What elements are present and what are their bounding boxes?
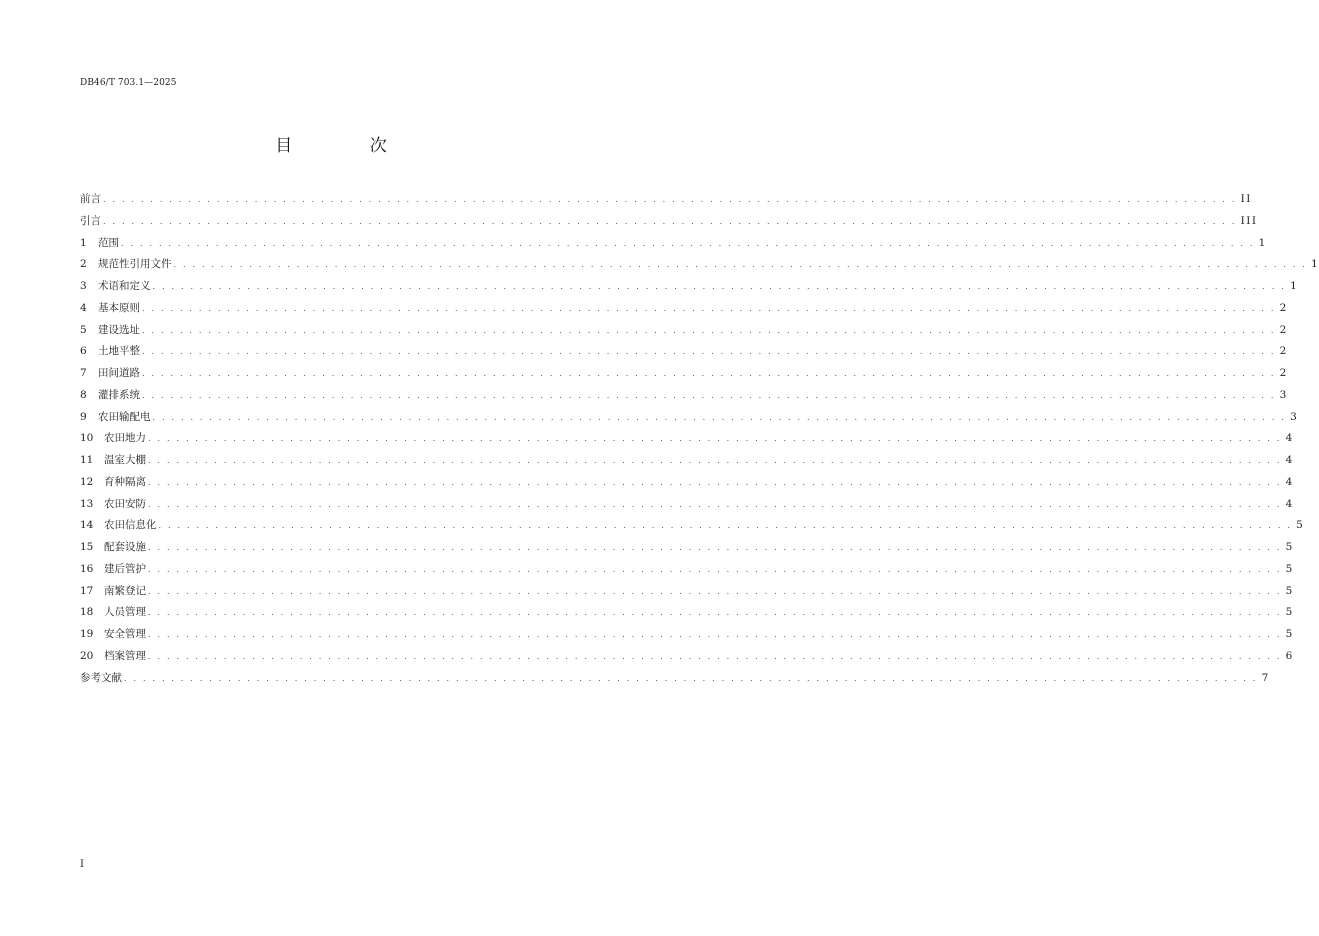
toc-entry[interactable]: [80, 365, 1288, 387]
toc-entry-label: 建后管护: [104, 562, 146, 575]
toc-entry-number: 2: [80, 258, 87, 271]
toc-entry-number: 12: [80, 475, 94, 488]
toc-entry-number: 5: [80, 323, 87, 336]
toc-dot-leader: . . . . . . . . . . . . . . . . . . . . . . . . . . . . . . . . . . . . . . . . . . . . . . . . . . . . . . . . . . . . . . . . . . . . . . . . . . . . . . . . . . . . . . . . . . . . . . . . . . . . . . . . . . . . . . . . . . . . . . . .: [142, 325, 1276, 335]
toc-dot-leader: . . . . . . . . . . . . . . . . . . . . . . . . . . . . . . . . . . . . . . . . . . . . . . . . . . . . . . . . . . . . . . . . . . . . . . . . . . . . . . . . . . . . . . . . . . . . . . . . . . . . . . . . . . . . . . . . . . . . . . . .: [148, 651, 1282, 661]
toc-entry-page: 5: [1285, 562, 1294, 575]
toc-entry-page: 3: [1290, 410, 1299, 423]
toc-entry[interactable]: [80, 604, 1294, 626]
toc-entry[interactable]: [80, 300, 1288, 322]
toc-dot-leader: . . . . . . . . . . . . . . . . . . . . . . . . . . . . . . . . . . . . . . . . . . . . . . . . . . . . . . . . . . . . . . . . . . . . . . . . . . . . . . . . . . . . . . . . . . . . . . . . . . . . . . . . . . . . . . . . . . . . . . . .: [142, 369, 1276, 378]
toc-entry-label: 温室大棚: [104, 454, 146, 466]
toc-dot-leader: . . . . . . . . . . . . . . . . . . . . . . . . . . . . . . . . . . . . . . . . . . . . . . . . . . . . . . . . . . . . . . . . . . . . . . . . . . . . . . . . . . . . . . . . . . . . . . . . . . . . . . . . . . . . . . . . . . . . . . . .: [148, 434, 1282, 444]
toc-entry-page: 2: [1279, 323, 1288, 336]
toc-entry-label: 规范性引用文件: [98, 258, 172, 271]
toc-entry[interactable]: [80, 539, 1294, 561]
toc-entry-label: 配套设施: [104, 541, 146, 553]
toc-entry-number: 7: [80, 367, 87, 379]
toc-entry-page: 2: [1279, 367, 1288, 379]
toc-entry-page: 4: [1285, 475, 1294, 488]
toc-entry-label: 人员管理: [104, 606, 146, 619]
toc-entry[interactable]: [80, 213, 1258, 235]
toc-entry[interactable]: [80, 256, 1319, 278]
page-title: 目 次: [275, 136, 423, 156]
toc-entry-label: 农田信息化: [104, 519, 157, 532]
toc-entry-page: 4: [1285, 497, 1294, 510]
toc-entry-page: 4: [1285, 454, 1294, 466]
toc-entry-number: 3: [80, 280, 87, 292]
toc-entry-number: 20: [80, 649, 94, 662]
toc-entry[interactable]: [80, 430, 1294, 452]
toc-entry[interactable]: [80, 343, 1288, 365]
toc-entry-page: 5: [1285, 628, 1294, 640]
toc-dot-leader: . . . . . . . . . . . . . . . . . . . . . . . . . . . . . . . . . . . . . . . . . . . . . . . . . . . . . . . . . . . . . . . . . . . . . . . . . . . . . . . . . . . . . . . . . . . . . . . . . . . . . . . . . . . . . . . . . . . . . . . .: [103, 216, 1237, 226]
toc-entry-label: 引言: [80, 214, 101, 227]
toc-entry-page: 3: [1279, 388, 1288, 401]
toc-entry-page: 1: [1258, 236, 1267, 249]
toc-entry-page: III: [1240, 214, 1258, 227]
toc-entry[interactable]: [80, 626, 1294, 648]
toc-entry[interactable]: [80, 583, 1294, 605]
toc-entry-page: 7: [1261, 671, 1270, 684]
toc-entry-label: 基本原则: [98, 301, 140, 314]
toc-entry-number: 6: [80, 345, 87, 358]
toc-dot-leader: . . . . . . . . . . . . . . . . . . . . . . . . . . . . . . . . . . . . . . . . . . . . . . . . . . . . . . . . . . . . . . . . . . . . . . . . . . . . . . . . . . . . . . . . . . . . . . . . . . . . . . . . . . . . . . . . . . . . . . . .: [142, 390, 1276, 400]
document-id: DB46/T 703.1—2025: [80, 78, 177, 88]
toc-entry[interactable]: [80, 561, 1294, 583]
toc-entry-page: 1: [1311, 258, 1319, 271]
toc-entry[interactable]: [80, 452, 1294, 474]
toc-entry-number: 4: [80, 301, 87, 314]
toc-entry-label: 育种隔离: [104, 475, 146, 488]
toc-entry-number: 9: [80, 410, 87, 423]
toc-entry-page: 5: [1296, 519, 1305, 532]
page-number: I: [80, 859, 84, 870]
toc-entry-label: 灌排系统: [98, 388, 140, 401]
toc-dot-leader: . . . . . . . . . . . . . . . . . . . . . . . . . . . . . . . . . . . . . . . . . . . . . . . . . . . . . . . . . . . . . . . . . . . . . . . . . . . . . . . . . . . . . . . . . . . . . . . . . . . . . . . . . . . . . . . . . . . . . . . .: [152, 412, 1287, 422]
toc-entry-label: 田间道路: [98, 367, 140, 379]
toc-entry-label: 南繁登记: [104, 584, 146, 597]
table-of-contents: [80, 191, 1319, 691]
toc-entry[interactable]: [80, 517, 1305, 539]
toc-entry[interactable]: [80, 648, 1294, 670]
toc-dot-leader: . . . . . . . . . . . . . . . . . . . . . . . . . . . . . . . . . . . . . . . . . . . . . . . . . . . . . . . . . . . . . . . . . . . . . . . . . . . . . . . . . . . . . . . . . . . . . . . . . . . . . . . . . . . . . . . . . . . . . . . .: [148, 477, 1282, 487]
toc-dot-leader: . . . . . . . . . . . . . . . . . . . . . . . . . . . . . . . . . . . . . . . . . . . . . . . . . . . . . . . . . . . . . . . . . . . . . . . . . . . . . . . . . . . . . . . . . . . . . . . . . . . . . . . . . . . . . . . . . . . . . . . .: [173, 260, 1308, 270]
toc-entry-number: 14: [80, 519, 94, 532]
toc-entry-page: 5: [1285, 584, 1294, 597]
toc-entry-label: 档案管理: [104, 649, 146, 662]
toc-entry[interactable]: [80, 322, 1288, 344]
toc-entry-number: 8: [80, 388, 87, 401]
toc-entry-number: 10: [80, 432, 94, 445]
toc-dot-leader: . . . . . . . . . . . . . . . . . . . . . . . . . . . . . . . . . . . . . . . . . . . . . . . . . . . . . . . . . . . . . . . . . . . . . . . . . . . . . . . . . . . . . . . . . . . . . . . . . . . . . . . . . . . . . . . . . . . . . . . .: [148, 456, 1282, 465]
toc-entry-page: II: [1240, 193, 1252, 205]
toc-entry-label: 农田安防: [104, 497, 146, 510]
toc-entry[interactable]: [80, 235, 1267, 257]
toc-entry-number: 13: [80, 497, 94, 510]
toc-entry-label: 建设选址: [98, 323, 140, 336]
toc-entry-number: 11: [80, 454, 94, 466]
toc-dot-leader: . . . . . . . . . . . . . . . . . . . . . . . . . . . . . . . . . . . . . . . . . . . . . . . . . . . . . . . . . . . . . . . . . . . . . . . . . . . . . . . . . . . . . . . . . . . . . . . . . . . . . . . . . . . . . . . . . . . . . . . .: [148, 608, 1282, 618]
toc-dot-leader: . . . . . . . . . . . . . . . . . . . . . . . . . . . . . . . . . . . . . . . . . . . . . . . . . . . . . . . . . . . . . . . . . . . . . . . . . . . . . . . . . . . . . . . . . . . . . . . . . . . . . . . . . . . . . . . . . . . . . . . .: [142, 303, 1276, 313]
toc-entry[interactable]: [80, 191, 1252, 213]
toc-entry-number: 18: [80, 606, 94, 619]
toc-entry-page: 6: [1285, 649, 1294, 662]
toc-entry-number: 19: [80, 628, 94, 640]
toc-dot-leader: . . . . . . . . . . . . . . . . . . . . . . . . . . . . . . . . . . . . . . . . . . . . . . . . . . . . . . . . . . . . . . . . . . . . . . . . . . . . . . . . . . . . . . . . . . . . . . . . . . . . . . . . . . . . . . . . . . . . . . . .: [148, 630, 1282, 639]
toc-entry-number: 15: [80, 541, 94, 553]
toc-dot-leader: . . . . . . . . . . . . . . . . . . . . . . . . . . . . . . . . . . . . . . . . . . . . . . . . . . . . . . . . . . . . . . . . . . . . . . . . . . . . . . . . . . . . . . . . . . . . . . . . . . . . . . . . . . . . . . . . . . . . . . . .: [103, 195, 1237, 204]
toc-dot-leader: . . . . . . . . . . . . . . . . . . . . . . . . . . . . . . . . . . . . . . . . . . . . . . . . . . . . . . . . . . . . . . . . . . . . . . . . . . . . . . . . . . . . . . . . . . . . . . . . . . . . . . . . . . . . . . . . . . . . . . . .: [121, 238, 1255, 248]
toc-dot-leader: . . . . . . . . . . . . . . . . . . . . . . . . . . . . . . . . . . . . . . . . . . . . . . . . . . . . . . . . . . . . . . . . . . . . . . . . . . . . . . . . . . . . . . . . . . . . . . . . . . . . . . . . . . . . . . . . . . . . . . . .: [148, 499, 1282, 509]
toc-entry-number: 16: [80, 562, 94, 575]
toc-dot-leader: . . . . . . . . . . . . . . . . . . . . . . . . . . . . . . . . . . . . . . . . . . . . . . . . . . . . . . . . . . . . . . . . . . . . . . . . . . . . . . . . . . . . . . . . . . . . . . . . . . . . . . . . . . . . . . . . . . . . . . . .: [148, 586, 1282, 596]
toc-entry-page: 2: [1279, 345, 1288, 358]
toc-dot-leader: . . . . . . . . . . . . . . . . . . . . . . . . . . . . . . . . . . . . . . . . . . . . . . . . . . . . . . . . . . . . . . . . . . . . . . . . . . . . . . . . . . . . . . . . . . . . . . . . . . . . . . . . . . . . . . . . . . . . . . . .: [148, 543, 1282, 552]
toc-entry-label: 前言: [80, 193, 101, 205]
toc-entry-page: 4: [1285, 432, 1294, 445]
toc-dot-leader: . . . . . . . . . . . . . . . . . . . . . . . . . . . . . . . . . . . . . . . . . . . . . . . . . . . . . . . . . . . . . . . . . . . . . . . . . . . . . . . . . . . . . . . . . . . . . . . . . . . . . . . . . . . . . . . . . . . . . . . .: [148, 564, 1282, 574]
toc-entry[interactable]: [80, 670, 1270, 692]
toc-entry-page: 1: [1290, 280, 1299, 292]
toc-entry[interactable]: [80, 474, 1294, 496]
toc-entry-number: 1: [80, 236, 87, 249]
toc-entry[interactable]: [80, 496, 1294, 518]
toc-entry-page: 5: [1285, 606, 1294, 619]
toc-entry-label: 农田地力: [104, 432, 146, 445]
toc-entry-page: 2: [1279, 301, 1288, 314]
toc-dot-leader: . . . . . . . . . . . . . . . . . . . . . . . . . . . . . . . . . . . . . . . . . . . . . . . . . . . . . . . . . . . . . . . . . . . . . . . . . . . . . . . . . . . . . . . . . . . . . . . . . . . . . . . . . . . . . . . . . . . . . . . .: [158, 521, 1293, 531]
toc-entry-label: 土地平整: [98, 345, 140, 358]
toc-entry-number: 17: [80, 584, 94, 597]
toc-entry[interactable]: [80, 278, 1299, 300]
toc-entry-label: 术语和定义: [98, 280, 151, 292]
toc-entry-page: 5: [1285, 541, 1294, 553]
toc-dot-leader: . . . . . . . . . . . . . . . . . . . . . . . . . . . . . . . . . . . . . . . . . . . . . . . . . . . . . . . . . . . . . . . . . . . . . . . . . . . . . . . . . . . . . . . . . . . . . . . . . . . . . . . . . . . . . . . . . . . . . . . .: [152, 282, 1287, 291]
toc-entry-label: 农田输配电: [98, 410, 151, 423]
toc-entry[interactable]: [80, 387, 1288, 409]
toc-entry[interactable]: [80, 409, 1299, 431]
toc-entry-label: 安全管理: [104, 628, 146, 640]
toc-dot-leader: . . . . . . . . . . . . . . . . . . . . . . . . . . . . . . . . . . . . . . . . . . . . . . . . . . . . . . . . . . . . . . . . . . . . . . . . . . . . . . . . . . . . . . . . . . . . . . . . . . . . . . . . . . . . . . . . . . . . . . . .: [124, 673, 1258, 683]
toc-entry-label: 范围: [98, 236, 119, 249]
toc-entry-label: 参考文献: [80, 671, 122, 684]
toc-dot-leader: . . . . . . . . . . . . . . . . . . . . . . . . . . . . . . . . . . . . . . . . . . . . . . . . . . . . . . . . . . . . . . . . . . . . . . . . . . . . . . . . . . . . . . . . . . . . . . . . . . . . . . . . . . . . . . . . . . . . . . . .: [142, 347, 1276, 357]
